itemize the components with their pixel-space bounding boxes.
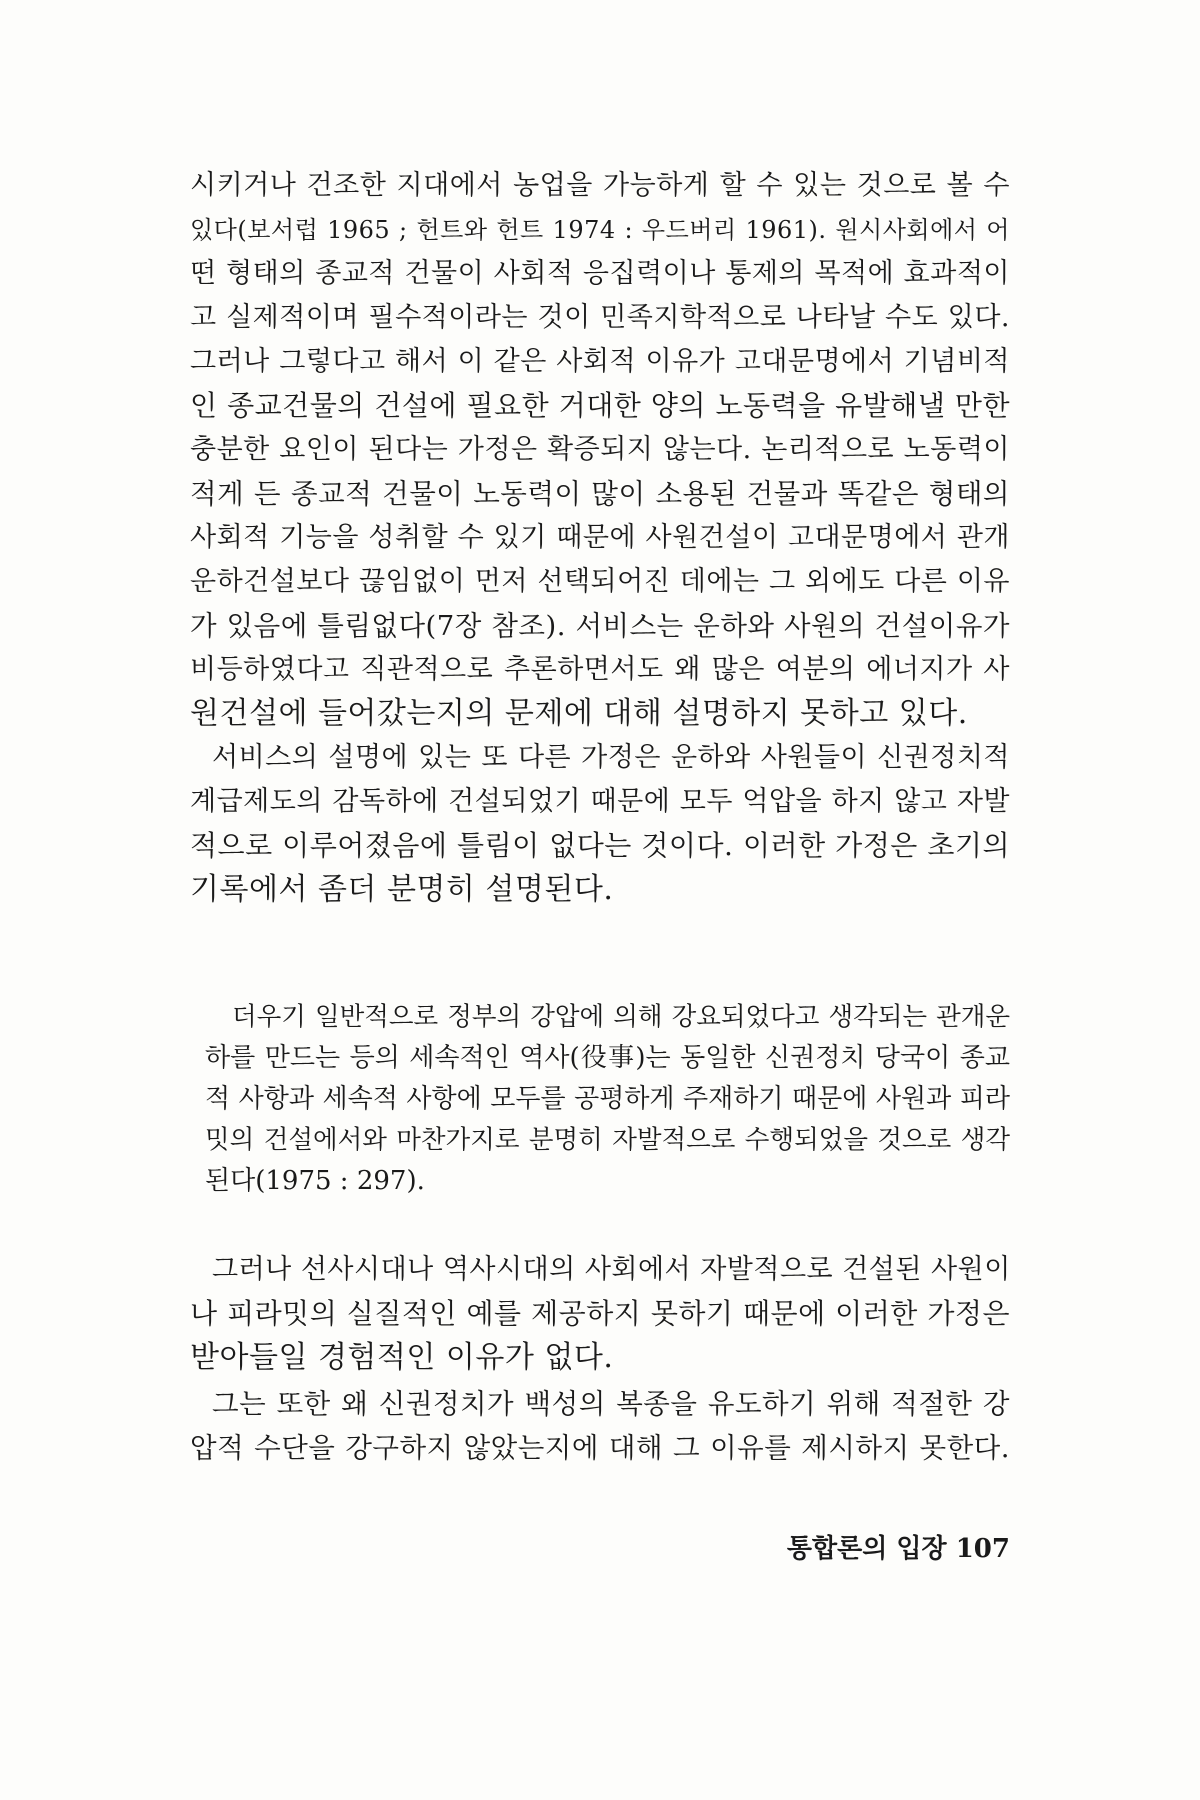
text-line: 떤 형태의 종교적 건물이 사회적 응집력이나 통제의 목적에 효과적이 (190, 258, 1010, 289)
text-line: 계급제도의 감독하에 건설되었기 때문에 모두 억압을 하지 않고 자발 (190, 786, 1010, 817)
quote-line: 하를 만드는 등의 세속적인 역사(役事)는 동일한 신권정치 당국이 종교 (205, 1043, 1010, 1073)
text-line: 충분한 요인이 된다는 가정은 확증되지 않는다. 논리적으로 노동력이 (190, 434, 1010, 465)
quote-line: 된다(1975 : 297). (205, 1166, 425, 1196)
text-line: 시키거나 건조한 지대에서 농업을 가능하게 할 수 있는 것으로 볼 수 (190, 170, 1010, 201)
running-title: 통합론의 입장 (786, 1534, 947, 1564)
quote-line: 적 사항과 세속적 사항에 모두를 공평하게 주재하기 때문에 사원과 피라 (205, 1084, 1010, 1114)
text-line: 운하건설보다 끊임없이 먼저 선택되어진 데에는 그 외에도 다른 이유 (190, 566, 1010, 597)
text-line: 그러나 선사시대나 역사시대의 사회에서 자발적으로 건설된 사원이 (212, 1254, 1011, 1285)
text-line: 인 종교건물의 건설에 필요한 거대한 양의 노동력을 유발해낼 만한 (190, 389, 1010, 422)
page-number: 107 (955, 1534, 1010, 1564)
text-line: 그는 또한 왜 신권정치가 백성의 복종을 유도하기 위해 적절한 강 (212, 1388, 1010, 1420)
text-line: 있다(보서럽 1965 ; 헌트와 헌트 1974 : 우드버리 1961). 원시사회에서 어 (190, 216, 1010, 244)
text-line: 사회적 기능을 성취할 수 있기 때문에 사원건설이 고대문명에서 관개 (190, 522, 1010, 553)
text-line: 비등하였다고 직관적으로 추론하면서도 왜 많은 여분의 에너지가 사 (190, 654, 1010, 685)
text-line: 압적 수단을 강구하지 않았는지에 대해 그 이유를 제시하지 못한다. (190, 1432, 1010, 1464)
text-line: 가 있음에 틀림없다(7장 참조). 서비스는 운하와 사원의 건설이유가 (190, 610, 1010, 642)
text-line: 나 피라밋의 실질적인 예를 제공하지 못하기 때문에 이러한 가정은 (190, 1297, 1010, 1330)
quote-line: 밋의 건설에서와 마찬가지로 분명히 자발적으로 수행되었을 것으로 생각 (205, 1125, 1010, 1155)
text-line: 받아들일 경험적인 이유가 없다. (190, 1340, 614, 1375)
text-line: 원건설에 들어갔는지의 문제에 대해 설명하지 못하고 있다. (190, 696, 968, 731)
page-footer (700, 1532, 1010, 1566)
text-line: 고 실제적이며 필수적이라는 것이 민족지학적으로 나타날 수도 있다. (190, 302, 1010, 333)
text-line: 그러나 그렇다고 해서 이 같은 사회적 이유가 고대문명에서 기념비적 (190, 346, 1010, 377)
text-line: 서비스의 설명에 있는 또 다른 가정은 운하와 사원들이 신권정치적 (212, 742, 1010, 773)
text-line: 적게 든 종교적 건물이 노동력이 많이 소용된 건물과 똑같은 형태의 (190, 478, 1010, 510)
text-line: 기록에서 좀더 분명히 설명된다. (190, 872, 614, 907)
quote-line: 더우기 일반적으로 정부의 강압에 의해 강요되었다고 생각되는 관개운 (232, 1002, 1010, 1032)
text-line: 적으로 이루어졌음에 틀림이 없다는 것이다. 이러한 가정은 초기의 (190, 829, 1010, 862)
